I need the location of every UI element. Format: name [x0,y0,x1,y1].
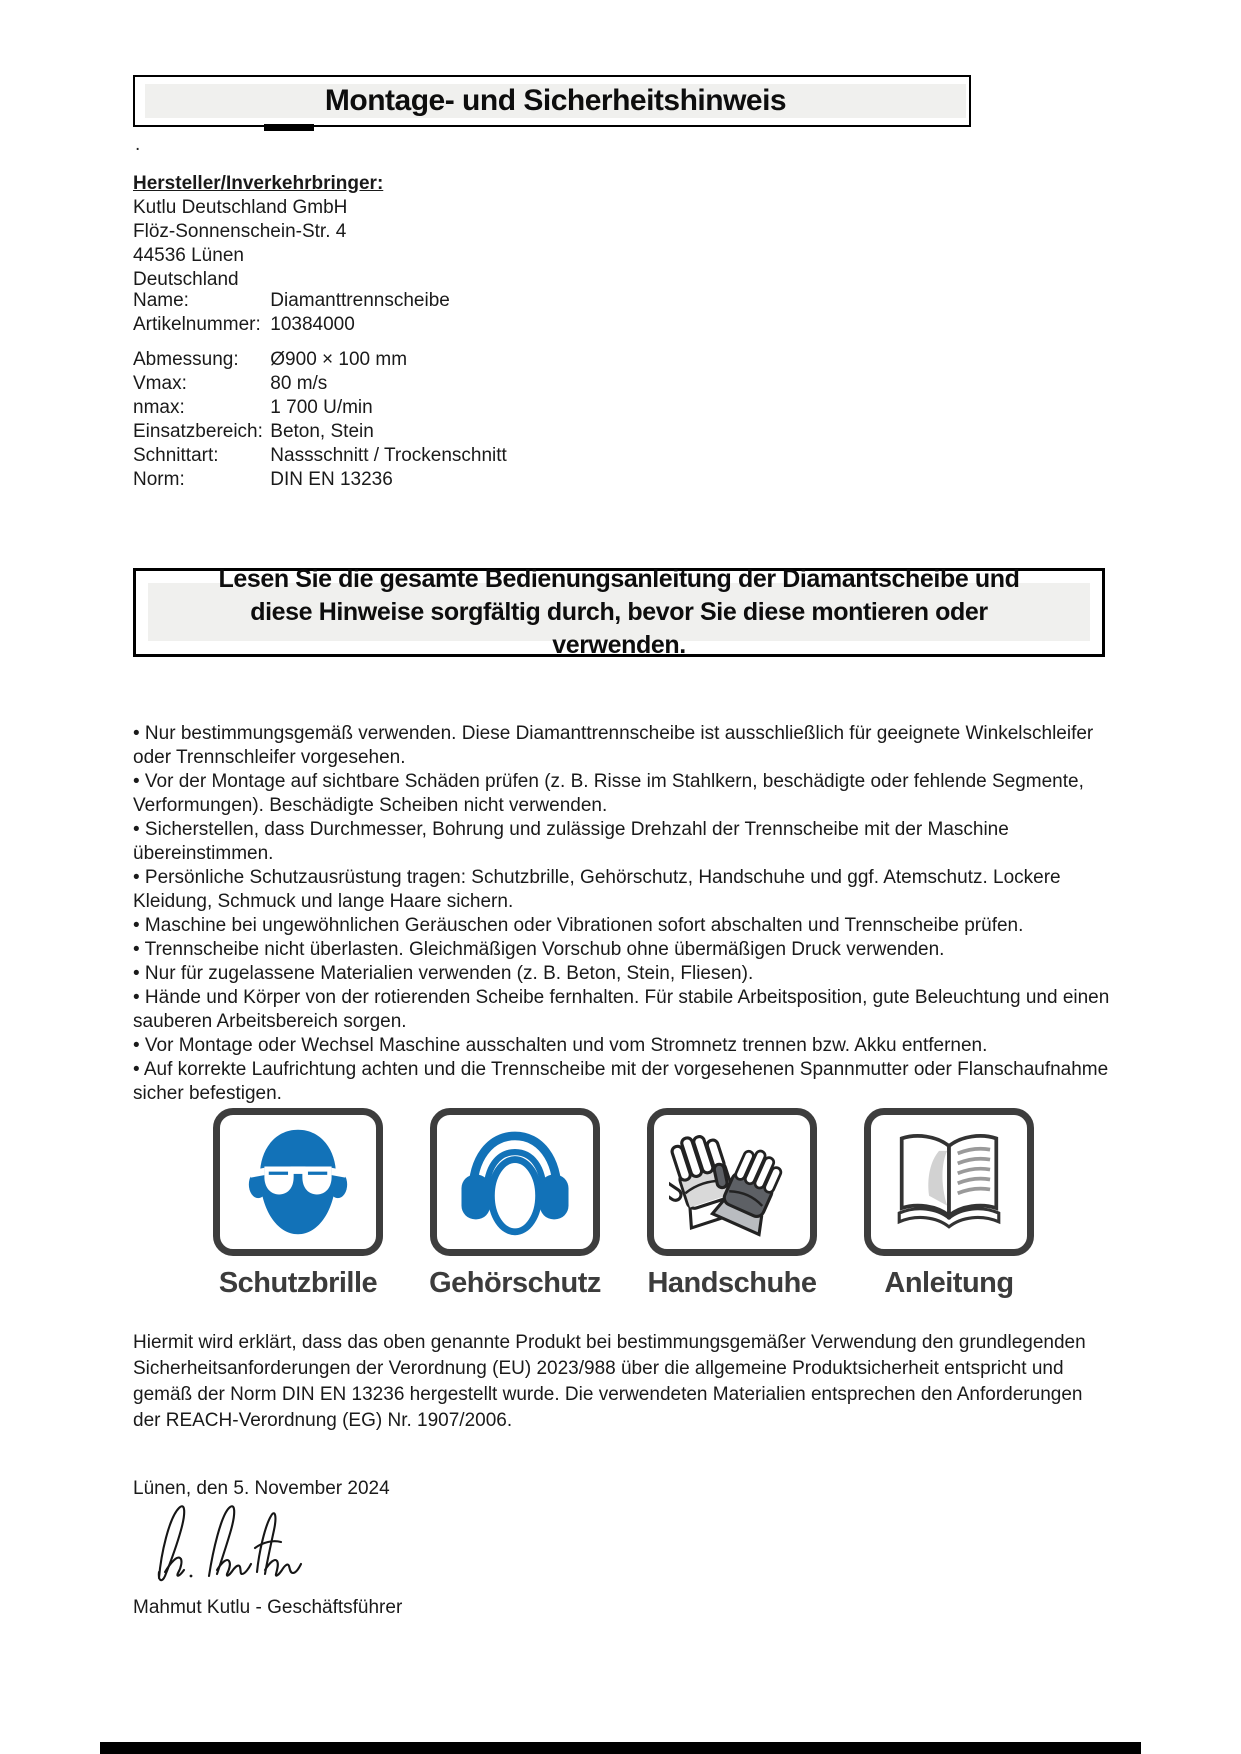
row-value: 80 m/s [270,373,328,394]
row-label: Vmax: [133,373,187,394]
pictogram-handschuhe [647,1108,817,1300]
safety-bullet: • Maschine bei ungewöhnlichen Geräuschen oder Vibrationen sofort abschalten und Trennscheibe prüfen. [133,915,1024,936]
declaration-paragraph: Hiermit wird erklärt, dass das oben genannte Produkt bei bestimmungsgemäßer Verwendung den grundlegenden Sicherheitsanforderungen der Verordnung (EU) 2023/988 über die allgemeine Produktsicherheit entspricht und gemäß der Norm DIN EN 13236 hergestellt wurde. Die verwendeten Materialien entsprechen den Anforderungen der REACH-Verordnung (EG) Nr. 1907/2006. [133,1332,1086,1431]
manufacturer-line: Flöz-Sonnenschein-Str. 4 [133,221,347,242]
spec-row [133,444,507,468]
row-value: Beton, Stein [270,421,374,442]
row-label: Name: [133,290,189,311]
pictogram-gehoerschutz [430,1108,600,1300]
pictogram-row [213,1108,1034,1300]
row-label: Schnittart: [133,445,219,466]
pictogram-frame [430,1108,600,1256]
row-value: Diamanttrennscheibe [270,290,450,311]
ear-protection-icon [452,1126,578,1238]
footer-bar [100,1742,1141,1754]
warning-box [133,564,1105,659]
safety-bullet-list [133,722,1110,1106]
warning-box-fill [148,564,1090,659]
safety-bullet: • Nur für zugelassene Materialien verwenden (z. B. Beton, Stein, Fliesen). [133,963,754,984]
pictogram-anleitung [864,1108,1034,1300]
spec-row [133,372,507,396]
pictogram-schutzbrille [213,1108,383,1300]
spec-row [133,468,507,492]
signature-handwriting [145,1496,355,1596]
pictogram-frame [864,1108,1034,1256]
safety-bullet: • Vor der Montage auf sichtbare Schäden prüfen (z. B. Risse im Stahlkern, beschädigte oder fehlende Segmente, Verformungen). Beschädigte Scheiben nicht verwenden. [133,771,1084,816]
stray-dot: . [135,134,141,155]
manufacturer-heading: Hersteller/Inverkehrbringer: [133,173,384,194]
product-row [133,313,450,337]
protective-gloves-icon [669,1126,795,1238]
page-title: Montage- und Sicherheitshinweis [324,84,787,117]
warning-text: Lesen Sie die gesamte Bedienungsanleitung der Diamantscheibe und diese Hinweise sorgfältig durch, bevor Sie diese montieren oder verwenden. [218,564,1020,659]
manufacturer-line: 44536 Lünen [133,245,244,266]
safety-bullet: • Persönliche Schutzausrüstung tragen: Schutzbrille, Gehörschutz, Handschuhe und ggf. Atemschutz. Lockere Kleidung, Schmuck und lange Haare sichern. [133,867,1061,912]
row-label: Einsatzbereich: [133,421,263,442]
product-spec-block [133,348,507,492]
title-box-fill [145,84,966,118]
safety-bullet: • Vor Montage oder Wechsel Maschine ausschalten und vom Stromnetz trennen bzw. Akku entfernen. [133,1035,988,1056]
place-date: Lünen, den 5. November 2024 [133,1478,390,1499]
title-accent-bar [264,124,314,131]
product-row [133,289,450,313]
manufacturer-block [133,172,383,292]
spec-row [133,420,507,444]
row-label: Artikelnummer: [133,314,261,335]
product-id-block [133,289,450,337]
row-value: DIN EN 13236 [270,469,393,490]
pictogram-label: Gehörschutz [429,1267,601,1299]
manufacturer-line: Deutschland [133,269,239,290]
manufacturer-line: Kutlu Deutschland GmbH [133,197,348,218]
safety-bullet: • Nur bestimmungsgemäß verwenden. Diese Diamanttrennscheibe ist ausschließlich für geeignete Winkelschleifer oder Trennschleifer vorgesehen. [133,723,1094,768]
pictogram-label: Handschuhe [647,1267,817,1299]
pictogram-frame [213,1108,383,1256]
signatory-name: Mahmut Kutlu - Geschäftsführer [133,1597,403,1618]
row-value: Nassschnitt / Trockenschnitt [270,445,507,466]
safety-bullet: • Trennscheibe nicht überlasten. Gleichmäßigen Vorschub ohne übermäßigen Druck verwenden. [133,939,945,960]
safety-bullet: • Hände und Körper von der rotierenden Scheibe fernhalten. Für stabile Arbeitsposition, gute Beleuchtung und einen sauberen Arbeitsbereich sorgen. [133,987,1110,1032]
manual-book-icon [886,1126,1012,1238]
row-label: Norm: [133,469,185,490]
spec-row [133,396,507,420]
pictogram-label: Schutzbrille [218,1267,378,1299]
row-value: Ø900 × 100 mm [270,349,408,370]
safety-goggles-icon [235,1126,361,1238]
row-label: Abmessung: [133,349,239,370]
row-value: 10384000 [270,314,355,335]
row-label: nmax: [133,397,185,418]
pictogram-label: Anleitung [884,1267,1014,1299]
title-box [133,75,971,127]
spec-row [133,348,507,372]
pictogram-frame [647,1108,817,1256]
row-value: 1 700 U/min [270,397,373,418]
safety-bullet: • Auf korrekte Laufrichtung achten und die Trennscheibe mit der vorgesehenen Spannmutter oder Flanschaufnahme sicher befestigen. [133,1059,1109,1104]
safety-bullet: • Sicherstellen, dass Durchmesser, Bohrung und zulässige Drehzahl der Trennscheibe mit der Maschine übereinstimmen. [133,819,1009,864]
